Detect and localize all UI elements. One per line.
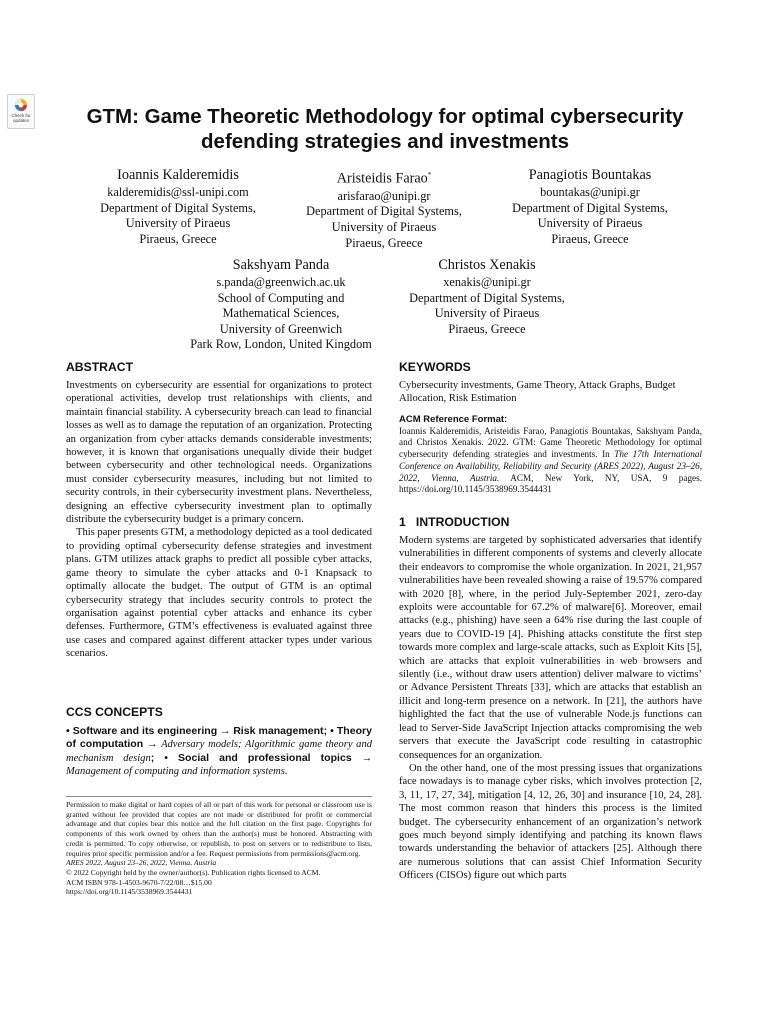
introduction-heading: 1 INTRODUCTION xyxy=(399,515,510,529)
author-affiliation: Department of Digital Systems, xyxy=(512,200,668,215)
author-affiliation: Piraeus, Greece xyxy=(448,321,526,336)
author-block xyxy=(80,166,276,247)
author-name: Ioannis Kalderemidis xyxy=(117,167,239,183)
author-affiliation: Department of Digital Systems, xyxy=(306,204,462,219)
title-line-1: GTM: Game Theoretic Methodology for optimal cybersecurity xyxy=(86,105,684,128)
author-name: Panagiotis Bountakas xyxy=(528,167,652,183)
abstract-body xyxy=(66,379,372,661)
author-affiliation: Piraeus, Greece xyxy=(345,235,423,250)
abstract-paragraph: This paper presents GTM, a methodology depicted as a tool dedicated to providing optimal cybersecurity defense strategies and investment plans. GTM utilizes attack graphs to predict all possible cyber attacks, game theory to simulate the cyber attacks and 0-1 Knapsack to optimally allocate the budget. The output of GTM is an optimal cybersecurity strategy that includes security controls to protect the organisation against potential cyber attacks and enhance its cyber defenses. Furthermore, GTM’s effectiveness is evaluated against three use cases and compared against different attacker types under various scenarios. xyxy=(66,527,372,660)
permission-text: Permission to make digital or hard copies of all or part of this work for personal or classroom use is granted without fee provided that copies are not made or distributed for profit or commercial advantage and that copies bear this notice and the full citation on the first page. Copyrights for components of this work owned by others than the author(s) must be honored. Abstracting with credit is permitted. To copy otherwise, or republish, to post on servers or to redistribute to lists, requires prior specific permission and/or a fee. Request permissions from permissions@acm.org. xyxy=(66,800,372,858)
author-name: Christos Xenakis xyxy=(438,257,536,273)
author-affiliation: University of Piraeus xyxy=(434,306,540,321)
author-email: arisfarao@unipi.gr xyxy=(337,188,431,203)
keywords-text: Cybersecurity investments, Game Theory, Attack Graphs, Budget Allocation, Risk Estimation xyxy=(399,380,676,405)
author-affiliation: Park Row, London, United Kingdom xyxy=(190,337,372,352)
crossmark-icon xyxy=(14,98,28,112)
intro-paragraph: Modern systems are targeted by sophisticated adversaries that identify vulnerabilities in different components of systems and cleverly allocate their endeavors to compromise the whole organization. In 2021, 21,957 vulnerabilities have been revealed showing a raise of 19.57% compared with 2020 [8], where, in the period July-September 2021, zero-day exploits were accountable for 67.2% of malware[6]. Moreover, email attacks (e.g., phishing) have seen a 64% rise during the last couple of years due to COVID-19 [4]. Phishing attacks constitute the first step towards more complex and large-scale attacks, such as Exploit Kits [5], which are attacks that exploit vulnerabilities in web browsers and silently (i.e., without draw users attention) deliver malware to victims’ or Advance Persistent Threats [33], which are attacks that establish an illicit and long-term presence on a network. In [21], the authors have highlighted the fact that the use of vulnerable Node.js functions can lead to Server-Side JavaScript Injection attacks compromising the web servers that execute the JavaScript code resulting in catastrophic consequences for an organization. xyxy=(399,535,702,761)
keywords-body xyxy=(399,379,702,406)
author-email: bountakas@unipi.gr xyxy=(540,185,640,199)
badge-line1: Check for xyxy=(11,113,31,118)
author-name: Sakshyam Panda xyxy=(232,257,330,273)
ccs-concepts: • Software and its engineering → Risk management; • Theory of computation → Adversary models; Algorithmic game theory and mechanism design; • Social and professional topics → Management of computing and information systems. xyxy=(66,725,372,778)
author-block xyxy=(492,166,688,247)
introduction-body xyxy=(399,534,702,883)
intro-paragraph: On the other hand, one of the most pressing issues that organizations face nowadays is to manage cyber risks, which involves protection [2, 3, 11, 17, 27, 34], mitigation [4, 12, 26, 30] and insurance [10, 24, 28]. The most common reason that hinders this process is the limited budget. The cybersecurity enhancement of an organization’s network goes much beyond simply identifying and patching its known flaws towards understanding the behavior of attackers [25]. Although there are numerous solutions that can assist Chief Information Security Officers (CISOs) figure out which parts xyxy=(399,762,702,882)
venue-line: ARES 2022, August 23–26, 2022, Vienna, Austria xyxy=(66,858,217,868)
isbn-line: ACM ISBN 978-1-4503-9670-7/22/08…$15.00 xyxy=(66,877,212,887)
author-block xyxy=(388,256,586,337)
check-for-updates-badge[interactable] xyxy=(7,94,35,129)
author-affiliation: Mathematical Sciences, xyxy=(222,306,340,321)
author-block xyxy=(172,256,390,353)
author-note-mark: * xyxy=(427,171,432,179)
author-email: xenakis@unipi.gr xyxy=(443,275,531,289)
permission-footnote xyxy=(66,796,372,897)
author-block xyxy=(286,166,482,251)
author-affiliation: Department of Digital Systems, xyxy=(100,200,256,215)
author-affiliation: University of Piraeus xyxy=(125,216,231,231)
author-affiliation: University of Greenwich xyxy=(219,321,343,336)
author-affiliation: Department of Digital Systems, xyxy=(409,290,565,305)
abstract-heading: ABSTRACT xyxy=(66,360,134,374)
acm-reference-label: ACM Reference Format: xyxy=(399,414,508,425)
author-email: kalderemidis@ssl-unipi.com xyxy=(107,185,249,199)
paper-title xyxy=(40,104,730,154)
author-affiliation: School of Computing and xyxy=(217,290,345,305)
author-affiliation: Piraeus, Greece xyxy=(139,231,217,246)
author-affiliation: University of Piraeus xyxy=(537,216,643,231)
keywords-heading: KEYWORDS xyxy=(399,360,471,374)
author-affiliation: Piraeus, Greece xyxy=(551,231,629,246)
author-affiliation: University of Piraeus xyxy=(331,219,437,234)
title-line-2: defending strategies and investments xyxy=(201,130,569,153)
ccs-heading: CCS CONCEPTS xyxy=(66,705,163,719)
author-email: s.panda@greenwich.ac.uk xyxy=(216,275,346,289)
abstract-paragraph: Investments on cybersecurity are essential for organizations to protect operational activities, develop trust relationships with clients, and maintain financial stability. A cybersecurity breach can lead to financial losses as well as to damage the reputation of an organization. Protecting an organization from cyber attacks demands considerable investments; however, it is known that organisations unequally divide their budget between cybersecurity and other technological needs. Organizations must consider cybersecurity measures, including but not limited to security controls, in their cybersecurity investment plans. Nevertheless, designing an effective cybersecurity investment plan to optimally distribute the cybersecurity budget is a primary concern. xyxy=(66,380,372,526)
acm-reference: ACM Reference Format: Ioannis Kalderemidis, Aristeidis Farao, Panagiotis Bountakas, Sakshyam Panda, and Christos Xenakis. 2022. GTM: Game Theoretic Methodology for optimal cybersecurity defending strategies and investments. In The 17th International Conference on Availability, Reliability and Security (ARES 2022), August 23–26, 2022, Vienna, Austria. ACM, New York, NY, USA, 9 pages. https://doi.org/10.1145/3538969.3544431 xyxy=(399,414,702,495)
copyright-line: © 2022 Copyright held by the owner/author(s). Publication rights licensed to ACM. xyxy=(66,867,321,877)
author-name: Aristeidis Farao* xyxy=(336,170,432,187)
doi-link[interactable]: https://doi.org/10.1145/3538969.3544431 xyxy=(66,887,193,897)
badge-line2: updates xyxy=(12,118,29,123)
